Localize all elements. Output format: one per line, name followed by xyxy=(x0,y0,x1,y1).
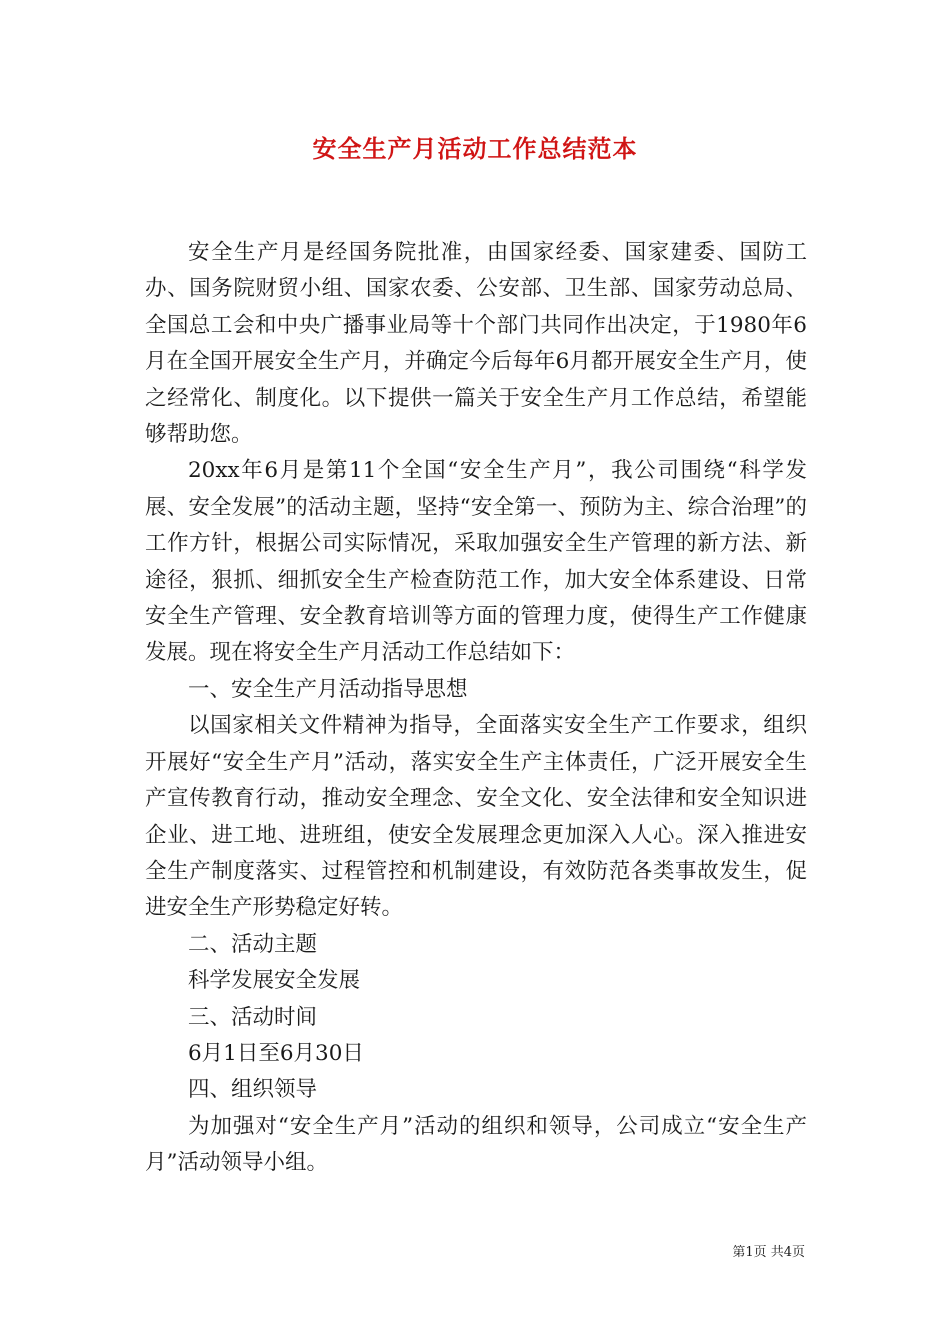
page-number: 第1页 共4页 xyxy=(732,1245,805,1260)
section-heading-guiding-idea: 一、安全生产月活动指导思想 xyxy=(188,676,468,702)
section-heading-time: 三、活动时间 xyxy=(188,1004,318,1030)
document-body xyxy=(145,235,807,1182)
section-heading-leadership: 四、组织领导 xyxy=(188,1077,318,1103)
section-heading-theme: 二、活动主题 xyxy=(188,931,318,957)
paragraph-overview: 20xx年6月是第11个全国“安全生产月”，我公司围绕“科学发展、安全发展”的活动主题，坚持“安全第一、预防为主、综合治理”的工作方针，根据公司实际情况，采取加强安全生产管理的新方法、新途径，狠抓、细抓安全生产检查防范工作，加大安全体系建设、日常安全生产管理、安全教育培训等方面的管理力度，使得生产工作健康发展。现在将安全生产月活动工作总结如下： xyxy=(145,458,807,666)
document-title: 安全生产月活动工作总结范本 xyxy=(312,134,638,163)
paragraph-theme: 科学发展安全发展 xyxy=(188,968,361,994)
paragraph-time: 6月1日至6月30日 xyxy=(188,1040,364,1066)
paragraph-leadership: 为加强对“安全生产月”活动的组织和领导，公司成立“安全生产月”活动领导小组。 xyxy=(145,1113,807,1176)
paragraph-guiding-idea: 以国家相关文件精神为指导，全面落实安全生产工作要求，组织开展好“安全生产月”活动，落实安全生产主体责任，广泛开展安全生产宣传教育行动，推动安全理念、安全文化、安全法律和安全知识进企业、进工地、进班组，使安全发展理念更加深入人心。深入推进安全生产制度落实、过程管控和机制建设，有效防范各类事故发生，促进安全生产形势稳定好转。 xyxy=(145,713,807,921)
paragraph-intro: 安全生产月是经国务院批准，由国家经委、国家建委、国防工办、国务院财贸小组、国家农委、公安部、卫生部、国家劳动总局、全国总工会和中央广播事业局等十个部门共同作出决定，于1980年6月在全国开展安全生产月，并确定今后每年6月都开展安全生产月，使之经常化、制度化。以下提供一篇关于安全生产月工作总结，希望能够帮助您。 xyxy=(145,240,807,448)
